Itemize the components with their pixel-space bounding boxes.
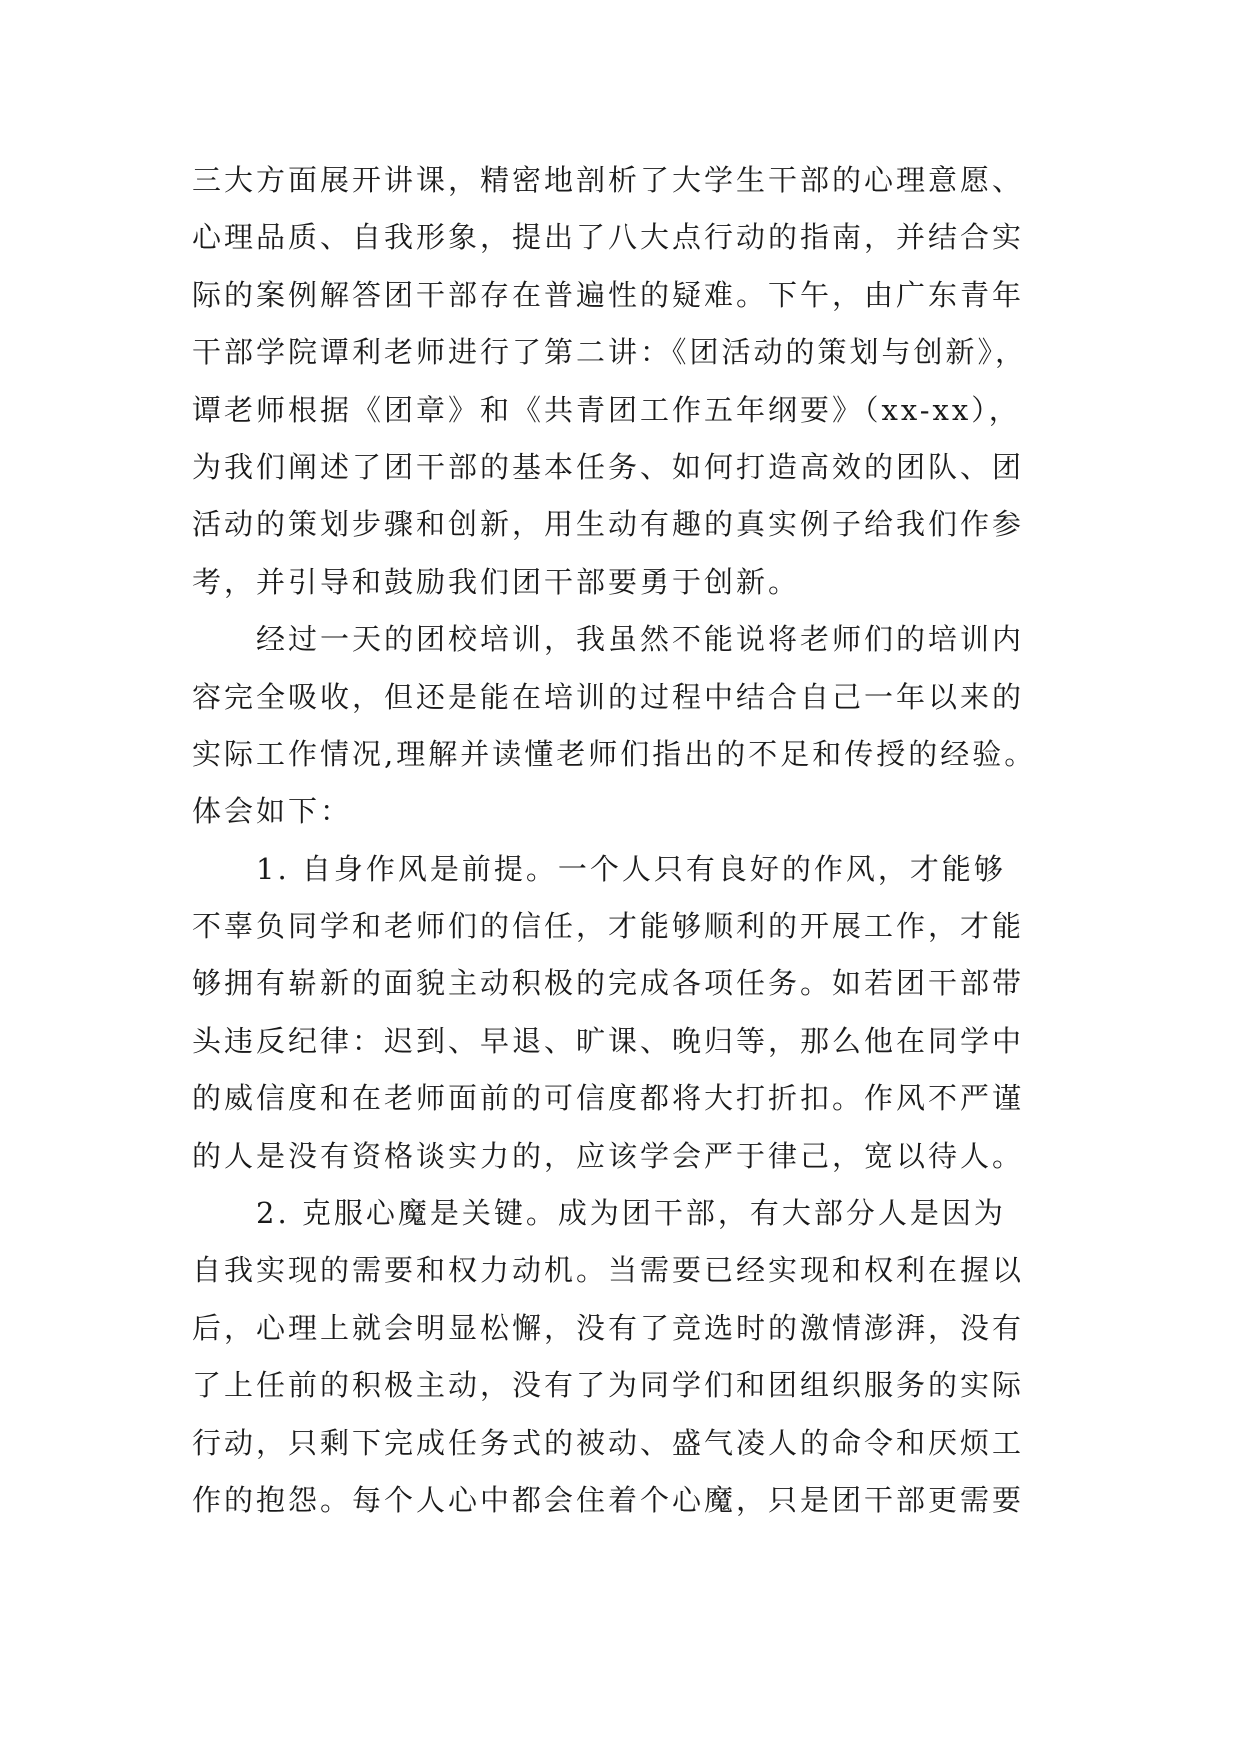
text-line: 的威信度和在老师面前的可信度都将大打折扣。作风不严谨 <box>192 1081 1025 1116</box>
text-line: 考，并引导和鼓励我们团干部要勇于创新。 <box>192 564 801 599</box>
text-line: 不辜负同学和老师们的信任，才能够顺利的开展工作，才能 <box>192 909 1025 944</box>
text-line: 头违反纪律：迟到、早退、旷课、晚归等，那么他在同学中 <box>192 1023 1025 1058</box>
text-line: 际的案例解答团干部存在普遍性的疑难。下午，由广东青年 <box>192 277 1025 312</box>
text-line: 活动的策划步骤和创新，用生动有趣的真实例子给我们作参 <box>192 507 1025 542</box>
text-line: 作的抱怨。每个人心中都会住着个心魔，只是团干部更需要 <box>192 1482 1025 1517</box>
text-line: 行动，只剩下完成任务式的被动、盛气凌人的命令和厌烦工 <box>192 1425 1025 1460</box>
text-line: 心理品质、自我形象，提出了八大点行动的指南，并结合实 <box>192 220 1025 255</box>
text-line: 谭老师根据《团章》和《共青团工作五年纲要》（xx-xx）， <box>192 392 1021 427</box>
text-line: 了上任前的积极主动，没有了为同学们和团组织服务的实际 <box>192 1368 1025 1403</box>
text-line: 体会如下： <box>192 794 353 829</box>
text-line: 三大方面展开讲课，精密地剖析了大学生干部的心理意愿、 <box>192 163 1025 197</box>
list-item-first-line: 2. 克服心魔是关键。成为团干部，有大部分人是因为 <box>256 1196 1006 1231</box>
text-line: 干部学院谭利老师进行了第二讲：《团活动的策划与创新》， <box>192 335 1028 370</box>
text-line: 自我实现的需要和权力动机。当需要已经实现和权利在握以 <box>192 1253 1025 1288</box>
text-line: 为我们阐述了团干部的基本任务、如何打造高效的团队、团 <box>192 449 1025 484</box>
document-body <box>192 152 1072 1529</box>
text-line: 实际工作情况,理解并读懂老师们指出的不足和传授的经验。 <box>192 736 1037 771</box>
paragraph-first-line: 经过一天的团校培训，我虽然不能说将老师们的培训内 <box>256 622 1025 657</box>
text-line: 的人是没有资格谈实力的，应该学会严于律己，宽以待人。 <box>192 1138 1025 1173</box>
list-item-first-line: 1. 自身作风是前提。一个人只有良好的作风，才能够 <box>256 851 1006 886</box>
text-line: 容完全吸收，但还是能在培训的过程中结合自己一年以来的 <box>192 679 1025 714</box>
text-line: 够拥有崭新的面貌主动积极的完成各项任务。如若团干部带 <box>192 966 1025 1001</box>
text-line: 后，心理上就会明显松懈，没有了竞选时的激情澎湃，没有 <box>192 1310 1025 1345</box>
